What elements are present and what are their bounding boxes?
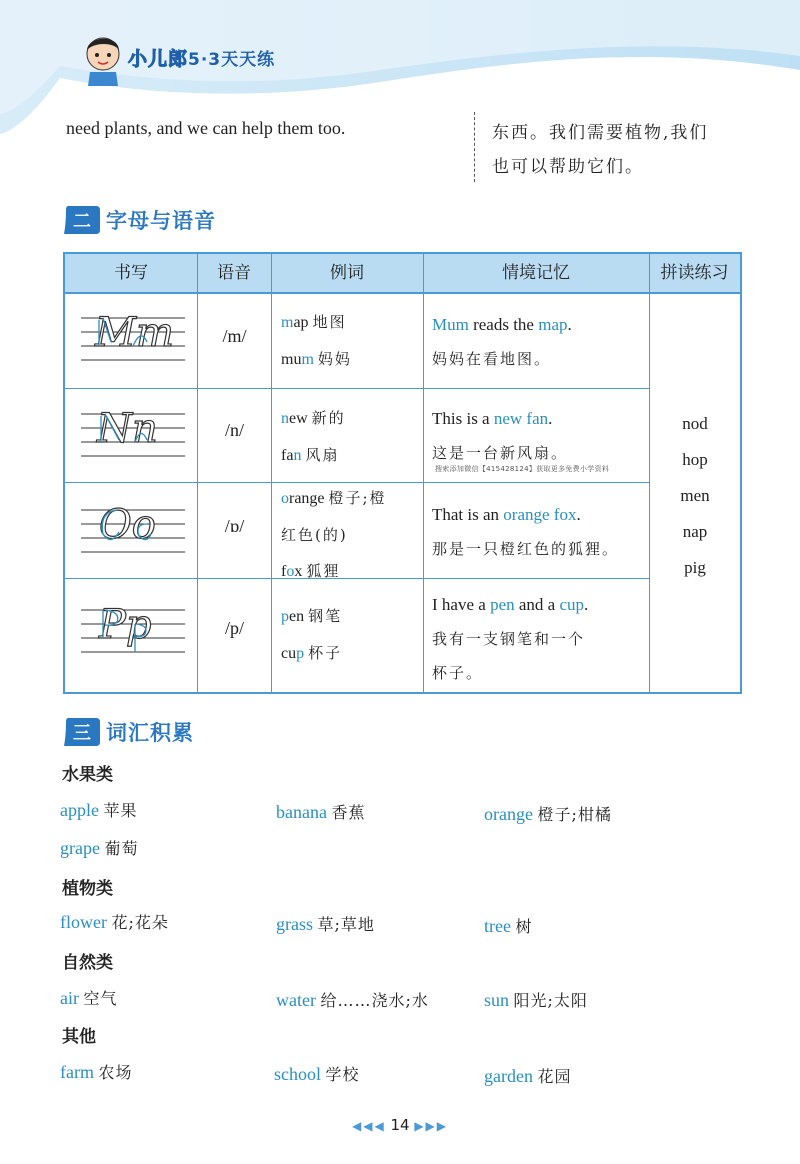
vocab-item: orange 橙子;柑橘 (484, 804, 612, 824)
example-words: map 地图 mum 妈妈 (281, 313, 352, 368)
handwriting-Oo-icon (77, 494, 189, 568)
section-title: 字母与语音 (106, 209, 216, 233)
vocab-item: garden 花园 (484, 1066, 572, 1086)
page-number (0, 1116, 800, 1134)
header-memory: 情境记忆 (502, 263, 570, 283)
table-vline (271, 254, 272, 692)
brand-logo: 小儿郎5·3天天练 (128, 48, 276, 70)
memory-sentence: Mum reads the map. 妈妈在看地图。 (432, 315, 572, 368)
letters-table (63, 252, 742, 694)
header-words: 例词 (330, 263, 364, 283)
vocab-item: sun 阳光;太阳 (484, 990, 588, 1010)
left-arrows-icon: ◀◀◀ (351, 1119, 386, 1133)
handwriting-Mm-icon (77, 302, 189, 376)
vocab-category: 自然类 (62, 953, 113, 973)
ipa: /ɒ/ (224, 516, 245, 536)
header-sound: 语音 (217, 263, 251, 283)
vocab-item: banana 香蕉 (276, 802, 366, 822)
example-words: pen 钢笔 cup 杯子 (281, 607, 343, 662)
vocab-item: water 给……浇水;水 (276, 990, 429, 1010)
header-practice: 拼读练习 (660, 263, 729, 283)
header-writing: 书写 (114, 263, 148, 283)
vocab-item: grass 草;草地 (276, 914, 375, 934)
svg-text:二: 二 (73, 211, 91, 232)
vocab-item: flower 花;花朵 (60, 912, 169, 932)
ipa: /m/ (222, 326, 247, 346)
vocab-category: 植物类 (62, 879, 113, 899)
passage-chinese (492, 116, 772, 184)
practice-word: nod (682, 414, 708, 433)
table-vline (423, 254, 424, 692)
section-badge-icon (62, 715, 102, 749)
passage-chinese-line: 也可以帮助它们。 (492, 157, 644, 177)
passage-chinese-line: 东西。我们需要植物,我们 (492, 123, 709, 143)
vocab-item: air 空气 (60, 988, 118, 1008)
vocab-item: tree 树 (484, 916, 533, 936)
svg-text:Pp: Pp (99, 602, 152, 648)
practice-word: nap (682, 522, 708, 541)
handwriting-Nn-icon (77, 398, 189, 472)
vocab-category: 其他 (62, 1027, 96, 1047)
example-words: new 新的 fan 风扇 (281, 409, 346, 464)
vocab-item: grape 葡萄 (60, 838, 139, 858)
table-header-row (65, 254, 740, 294)
practice-word: hop (682, 450, 708, 469)
section-title: 词汇积累 (106, 721, 194, 745)
boy-mascot-icon (78, 28, 128, 86)
svg-text:Oo: Oo (99, 502, 156, 548)
section-header-vocab (62, 714, 194, 750)
vocab-item: school 学校 (274, 1064, 360, 1084)
table-vline (649, 254, 650, 692)
passage-english: need plants, and we can help them too. (66, 118, 346, 138)
handwriting-Pp-icon (77, 594, 189, 668)
svg-text:Nn: Nn (97, 406, 158, 452)
ipa: /p/ (224, 618, 244, 638)
practice-word: pig (684, 558, 706, 577)
practice-word: men (680, 486, 710, 505)
memory-sentence: That is an orange fox. 那是一只橙红色的狐狸。 (432, 505, 620, 558)
section-badge-icon (62, 203, 102, 237)
vocab-category: 水果类 (62, 765, 113, 785)
right-arrows-icon: ▶▶▶ (414, 1119, 449, 1133)
ipa: /n/ (224, 420, 244, 440)
page-number-text: 14 (390, 1116, 410, 1134)
column-divider (474, 112, 475, 182)
svg-text:三: 三 (73, 723, 91, 744)
table-hline (65, 388, 649, 389)
vocab-item: farm 农场 (60, 1062, 133, 1082)
vocab-item: apple 苹果 (60, 800, 138, 820)
section-header-letters (62, 202, 216, 238)
memory-sentence: I have a pen and a cup. 我有一支钢笔和一个 杯子。 (432, 595, 589, 682)
wechat-note: 搜索添加微信【415428124】获取更多免费小学资料 (435, 465, 610, 473)
memory-sentence: This is a new fan. 这是一台新风扇。 (432, 409, 569, 462)
svg-text:Mm: Mm (95, 310, 174, 356)
example-words: orange 橙子;橙 红色(的) fox 狐狸 (281, 489, 387, 580)
